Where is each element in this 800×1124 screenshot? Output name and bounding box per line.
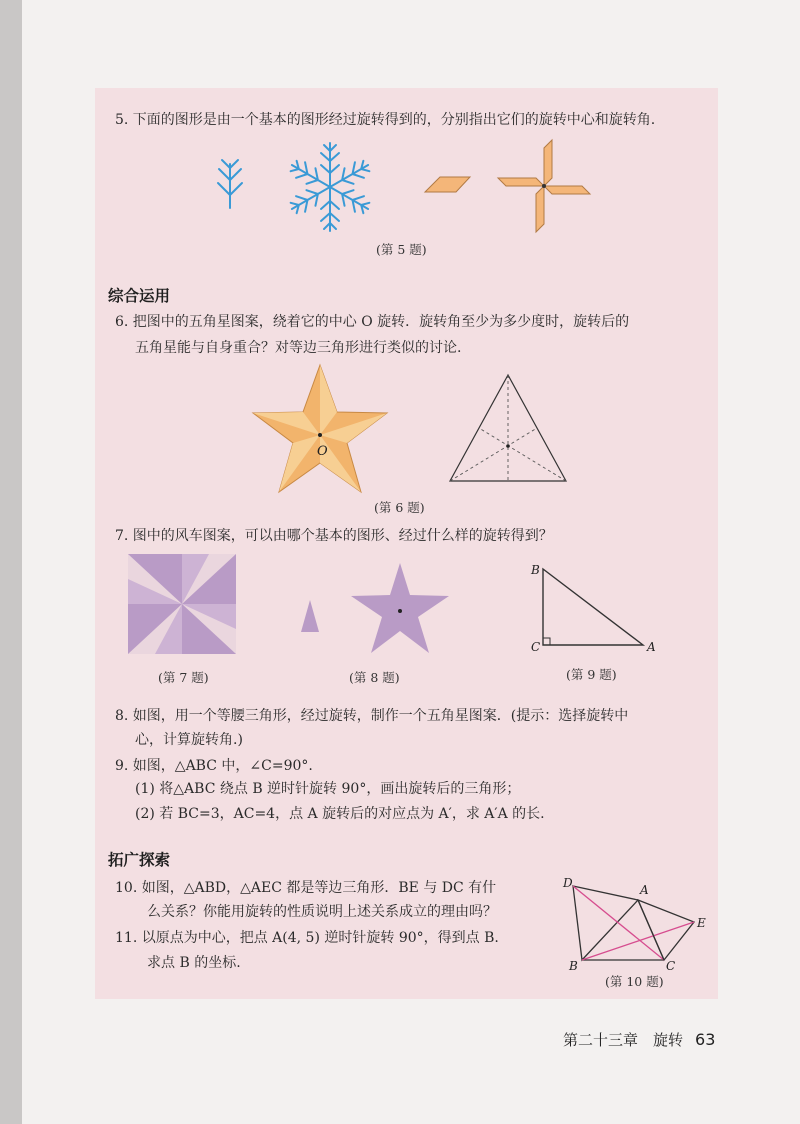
page-footer — [563, 1029, 715, 1050]
problem-11-line-2: 求点 B 的坐标. — [147, 955, 241, 971]
page-binding-edge — [0, 0, 22, 1124]
vertex-a-label: A — [640, 883, 649, 897]
figure-6-caption: (第 6 题) — [374, 500, 425, 515]
parallelogram-icon — [425, 177, 470, 192]
vertex-d-label: D — [563, 876, 573, 890]
problem-10-figure — [560, 872, 720, 977]
problem-10-line-1: 10. 如图，△ABD，△AEC 都是等边三角形．BE 与 DC 有什 — [115, 880, 497, 896]
windmill-icon — [128, 554, 236, 654]
problem-9-line-1: 9. 如图，△ABC 中，∠C=90°. — [115, 758, 313, 774]
vertex-e-label: E — [697, 916, 706, 930]
pinwheel-icon — [498, 140, 590, 232]
five-point-star-icon — [253, 365, 387, 492]
problem-5-text: 5. 下面的图形是由一个基本的图形经过旋转得到的，分别指出它们的旋转中心和旋转角. — [115, 112, 656, 128]
figure-9-caption: (第 9 题) — [566, 667, 617, 682]
problem-8-line-2: 心，计算旋转角.) — [135, 732, 243, 748]
problem-11-line-1: 11. 以原点为中心，把点 A(4, 5) 逆时针旋转 90°，得到点 B. — [115, 930, 499, 946]
problem-6-line-2: 五角星能与自身重合？对等边三角形进行类似的讨论. — [135, 340, 462, 356]
figure-8-caption: (第 8 题) — [349, 670, 400, 685]
figure-10-caption: (第 10 题) — [605, 974, 664, 989]
star-center-label: O — [317, 444, 328, 459]
snowflake-icon — [287, 143, 372, 231]
problem-7-text: 7. 图中的风车图案，可以由哪个基本的图形、经过什么样的旋转得到？ — [115, 528, 553, 544]
section-heading-explore: 拓广探索 — [108, 851, 171, 869]
problem-6-figures — [250, 360, 570, 490]
problem-5-figures — [200, 140, 610, 240]
problem-6-line-1: 6. 把图中的五角星图案，绕着它的中心 O 旋转．旋转角至少为多少度时，旋转后的 — [115, 314, 630, 330]
problem-9-part-1: (1) 将△ABC 绕点 B 逆时针旋转 90°，画出旋转后的三角形； — [135, 781, 521, 797]
equilateral-triangle-icon — [450, 375, 566, 481]
figure-5-caption: (第 5 题) — [376, 242, 427, 257]
vertex-b-label: B — [531, 563, 540, 577]
vertex-c-label: C — [666, 959, 676, 973]
triangle-star-icon — [351, 563, 449, 653]
isosceles-triangle-icon — [301, 600, 319, 632]
chapter-title: 第二十三章 旋转 — [563, 1031, 684, 1049]
vertex-c-label: C — [531, 640, 541, 654]
problem-10-line-2: 么关系？你能用旋转的性质说明上述关系成立的理由吗？ — [147, 904, 497, 920]
vertex-a-label: A — [647, 640, 656, 654]
problem-8-line-1: 8. 如图，用一个等腰三角形，经过旋转，制作一个五角星图案．(提示：选择旋转中 — [115, 708, 629, 724]
branch-icon — [218, 160, 242, 208]
section-heading-comprehensive: 综合运用 — [108, 287, 171, 305]
page-number: 63 — [695, 1030, 716, 1049]
equilateral-triangles-diagram — [573, 886, 694, 960]
vertex-b-label: B — [569, 959, 578, 973]
problem-7-9-figures — [128, 552, 658, 662]
figure-7-caption: (第 7 题) — [158, 670, 209, 685]
problem-9-part-2: (2) 若 BC=3，AC=4，点 A 旋转后的对应点为 A′，求 A′A 的长. — [135, 806, 545, 822]
right-triangle-icon — [530, 563, 656, 654]
